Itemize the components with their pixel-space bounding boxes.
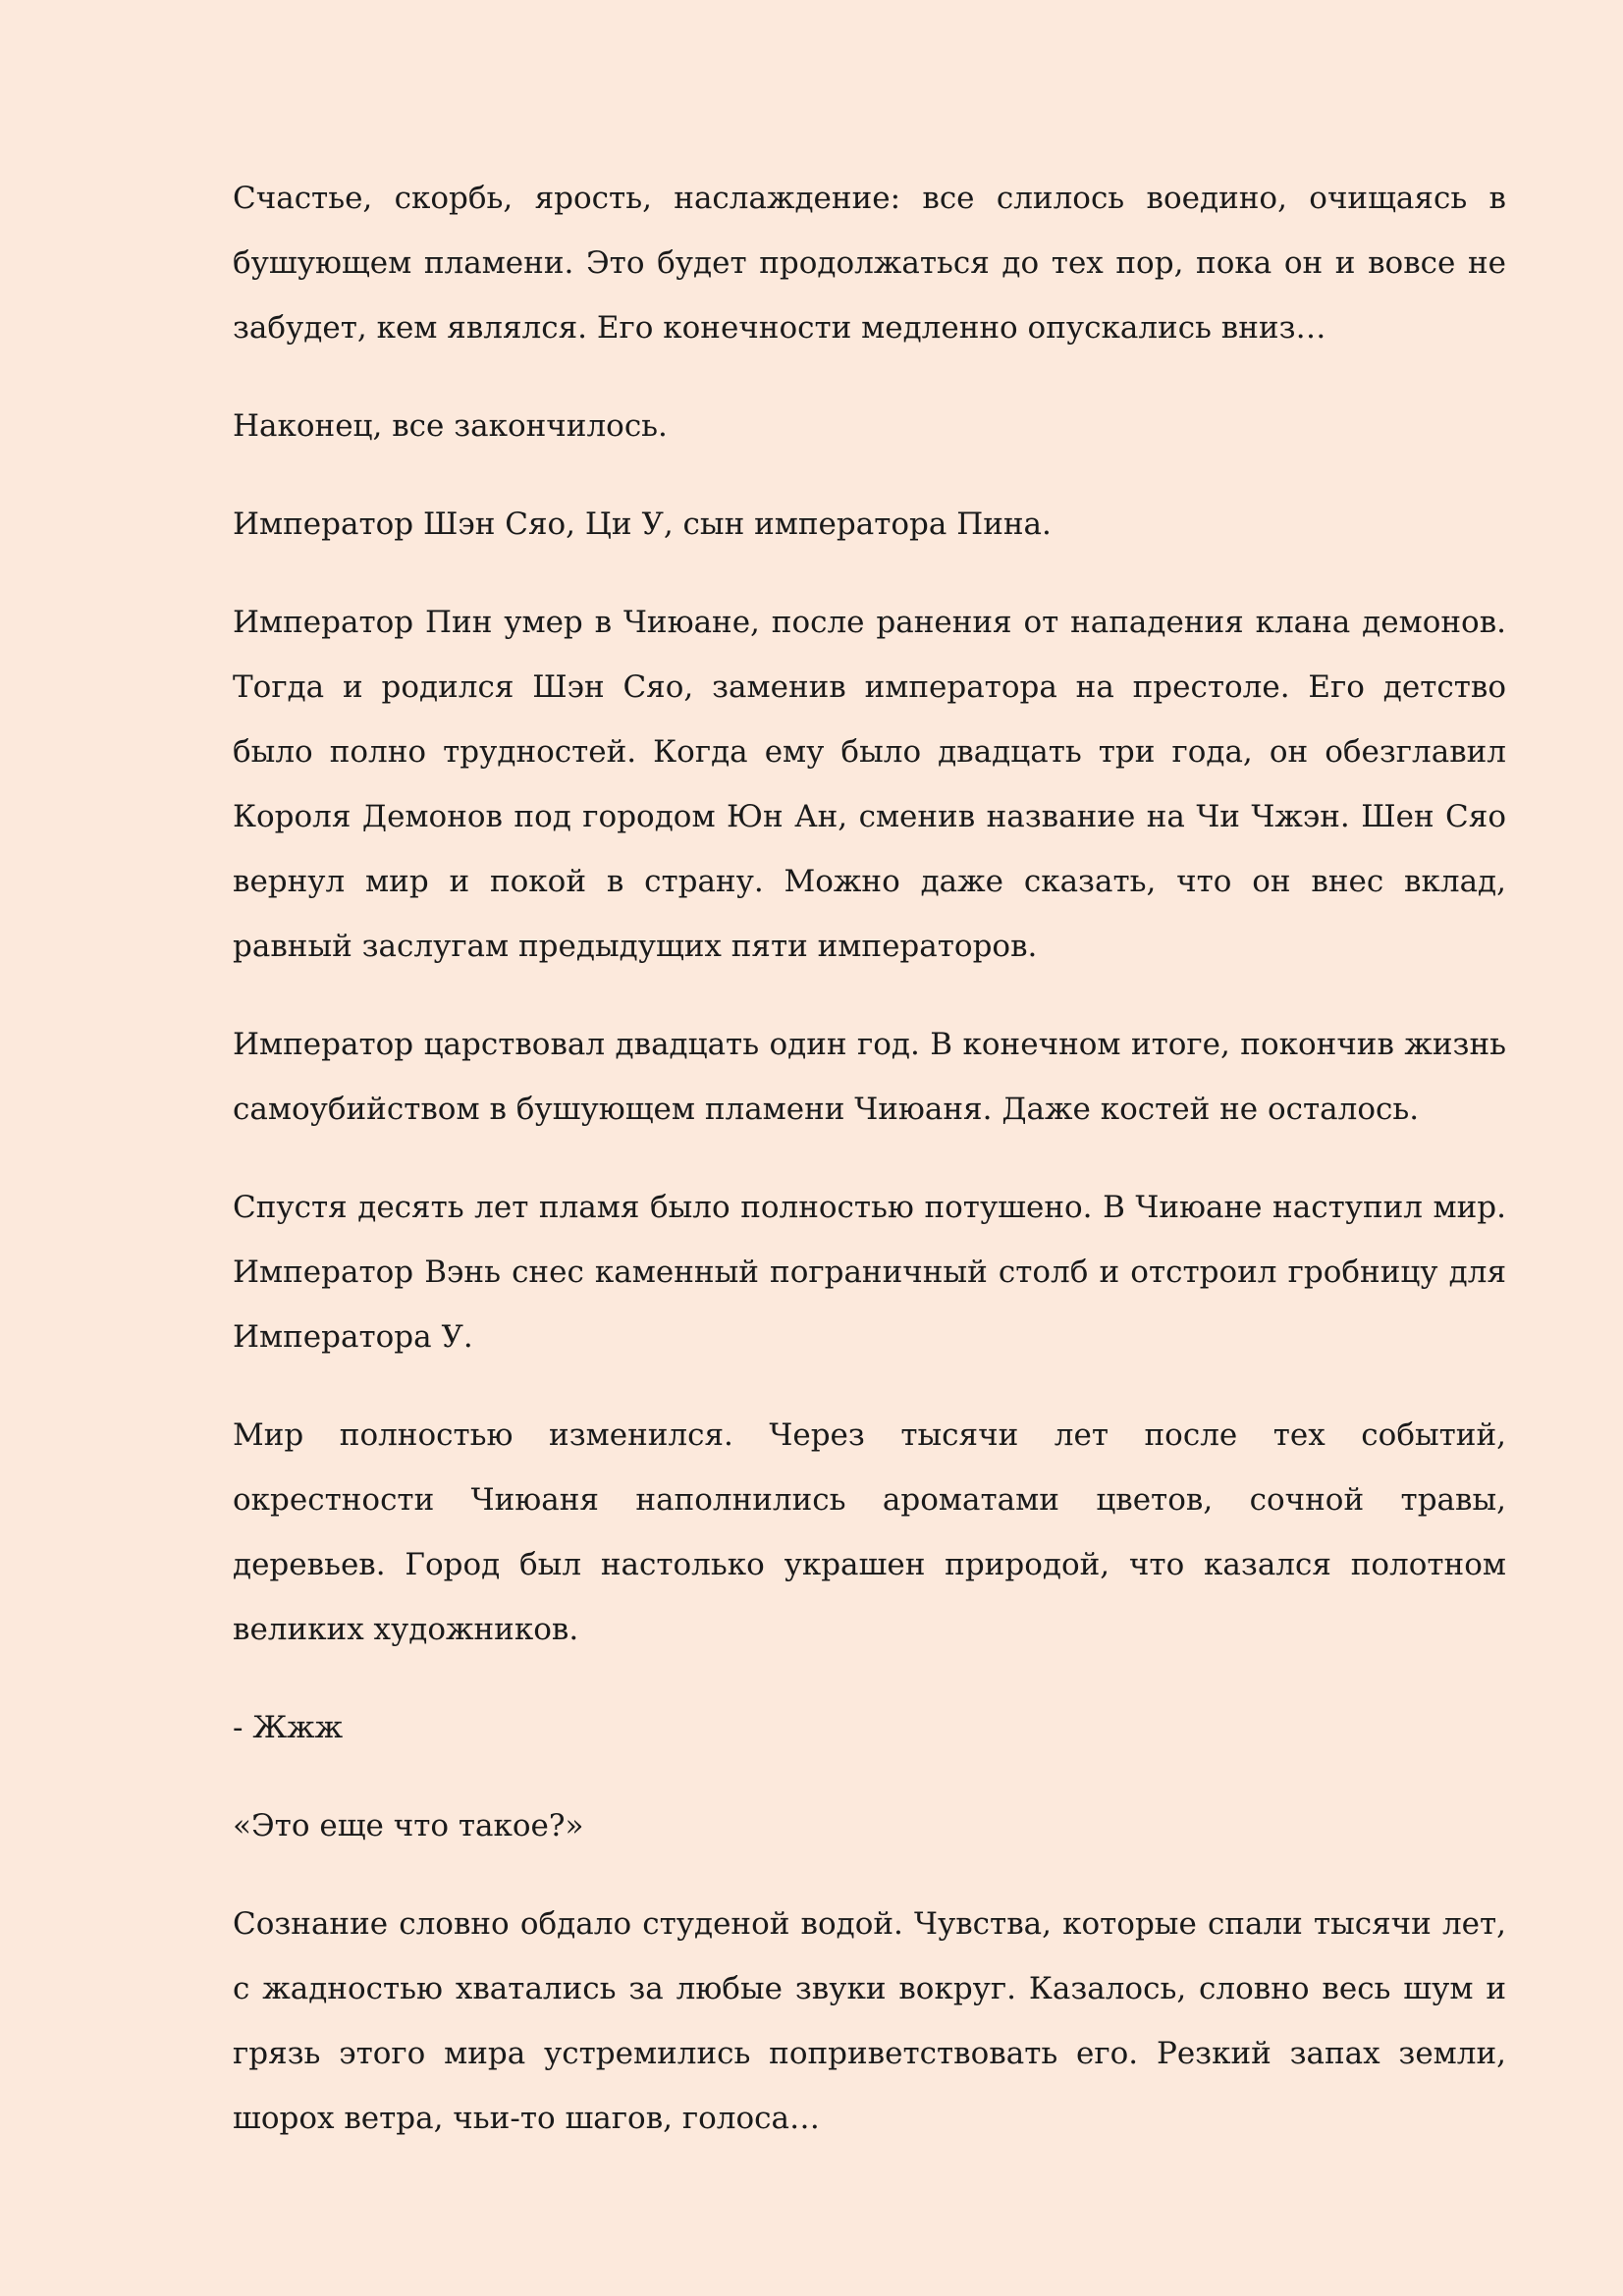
paragraph-9: «Это еще что такое?» bbox=[233, 1808, 584, 1843]
paragraph-6: Спустя десять лет пламя было полностью потушено. В Чиюане наступил мир. Император Вэнь снес каменный пограничный столб и отстроил гробницу для Императора У. bbox=[233, 1190, 1506, 1355]
paragraph-10: Сознание словно обдало студеной водой. Чувства, которые спали тысячи лет, с жадностью хватались за любые звуки вокруг. Казалось, словно весь шум и грязь этого мира устремились поприветствовать его. Резкий запах земли, шорох ветра, чьи-то шагов, голоса… bbox=[233, 1906, 1506, 2136]
paragraph-4: Император Пин умер в Чиюане, после ранения от нападения клана демонов. Тогда и родился Шэн Сяо, заменив императора на престоле. Его детство было полно трудностей. Когда ему было двадцать три года, он обезглавил Короля Демонов под городом Юн Ан, сменив название на Чи Чжэн. Шен Сяо вернул мир и покой в страну. Можно даже сказать, что он внес вклад, равный заслугам предыдущих пяти императоров. bbox=[233, 605, 1506, 964]
paragraph-2: Наконец, все закончилось. bbox=[233, 408, 668, 444]
paragraph-8: - Жжж bbox=[233, 1710, 344, 1745]
paragraph-5: Император царствовал двадцать один год. В конечном итоге, покончив жизнь самоубийством в бушующем пламени Чиюаня. Даже костей не осталось. bbox=[233, 1027, 1506, 1127]
paragraph-7: Мир полностью изменился. Через тысячи лет после тех событий, окрестности Чиюаня наполнились ароматами цветов, сочной травы, деревьев. Город был настолько украшен природой, что казался полотном великих художников. bbox=[233, 1417, 1506, 1647]
paragraph-1: Счастье, скорбь, ярость, наслаждение: все слилось воедино, очищаясь в бушующем пламени. Это будет продолжаться до тех пор, пока он и вовсе не забудет, кем являлся. Его конечности медленно опускались вниз… bbox=[233, 181, 1506, 346]
paragraph-3: Император Шэн Сяо, Ци У, сын императора Пина. bbox=[233, 507, 1052, 542]
document-body bbox=[233, 166, 1506, 2184]
